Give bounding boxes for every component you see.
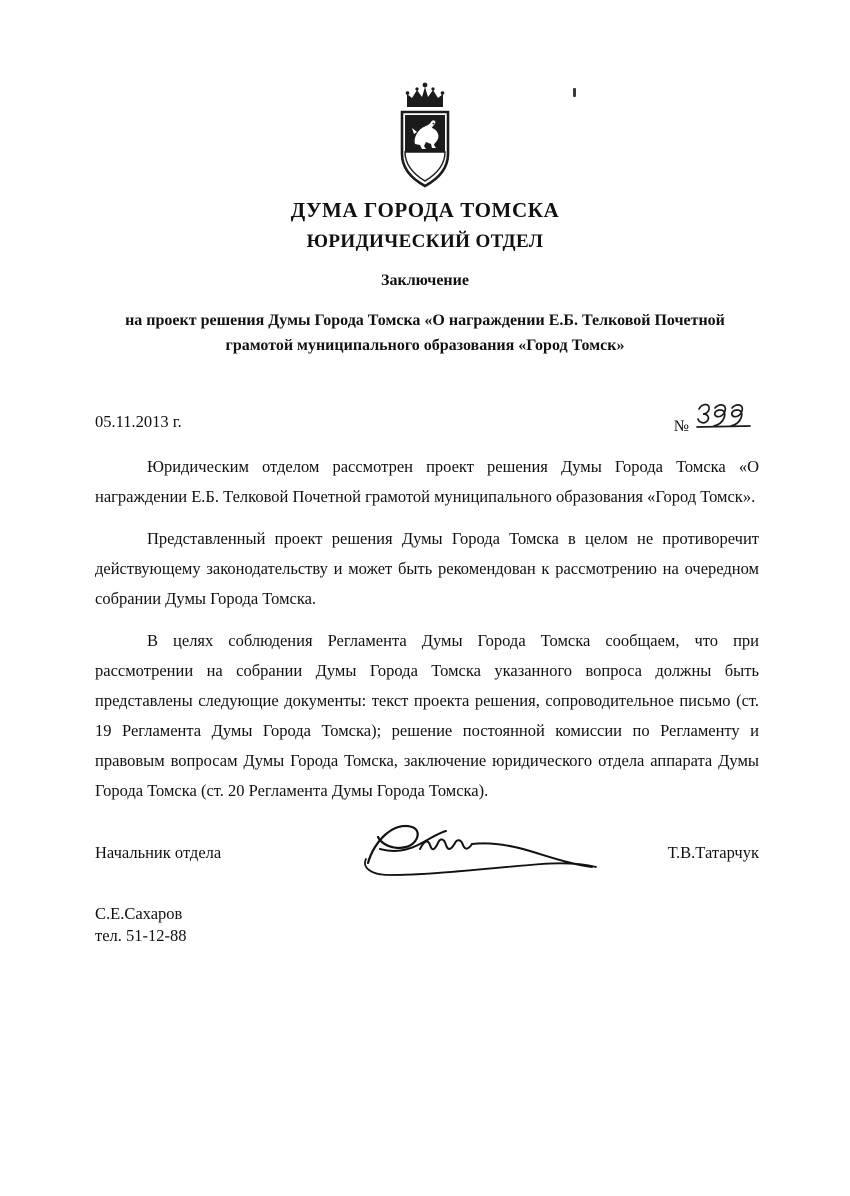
organization-title: ДУМА ГОРОДА ТОМСКА: [290, 198, 560, 222]
executor-contact: [95, 903, 187, 947]
signature-row: [95, 843, 759, 903]
signature-mark: [360, 819, 630, 881]
document-subject: на проект решения Думы Города Томска «О награждении Е.Б. Телковой Почетной грамотой муниципального образования «Город Томск»: [125, 312, 725, 354]
document-meta-row: [95, 412, 755, 440]
executor-name: С.Е.Сахаров: [95, 904, 183, 923]
executor-phone: тел. 51-12-88: [95, 926, 187, 945]
body-paragraph: Представленный проект решения Думы Города Томска в целом не противоречит действующему законодательству и может быть рекомендован к рассмотрению на очередном собрании Думы Города Томска.: [95, 529, 759, 608]
document-number-label: №: [673, 418, 689, 435]
document-date: 05.11.2013 г.: [95, 412, 182, 431]
document-body: [95, 452, 759, 806]
emblem-container: [0, 82, 850, 199]
document-number-handwritten: [695, 400, 755, 430]
signatory-position: Начальник отдела: [95, 843, 222, 862]
coat-of-arms-icon: [390, 82, 460, 194]
document-kind: Заключение: [381, 272, 469, 289]
body-paragraph: Юридическим отделом рассмотрен проект решения Думы Города Томска «О награждении Е.Б. Телковой Почетной грамотой муниципального образования «Город Томск».: [95, 457, 759, 506]
body-paragraph: В целях соблюдения Регламента Думы Города Томска сообщаем, что при рассмотрении на собрании Думы Города Томска указанного вопроса должны быть представлены следующие документы: текст проекта решения, сопроводительное письмо (ст. 19 Регламента Думы Города Томска); решение постоянной комиссии по Регламенту и правовым вопросам Думы Города Томска, заключение юридического отдела аппарата Думы Города Томска (ст. 20 Регламента Думы Города Томска).: [95, 631, 759, 800]
department-title: ЮРИДИЧЕСКИЙ ОТДЕЛ: [306, 231, 544, 252]
signatory-name: Т.В.Татарчук: [667, 843, 759, 862]
